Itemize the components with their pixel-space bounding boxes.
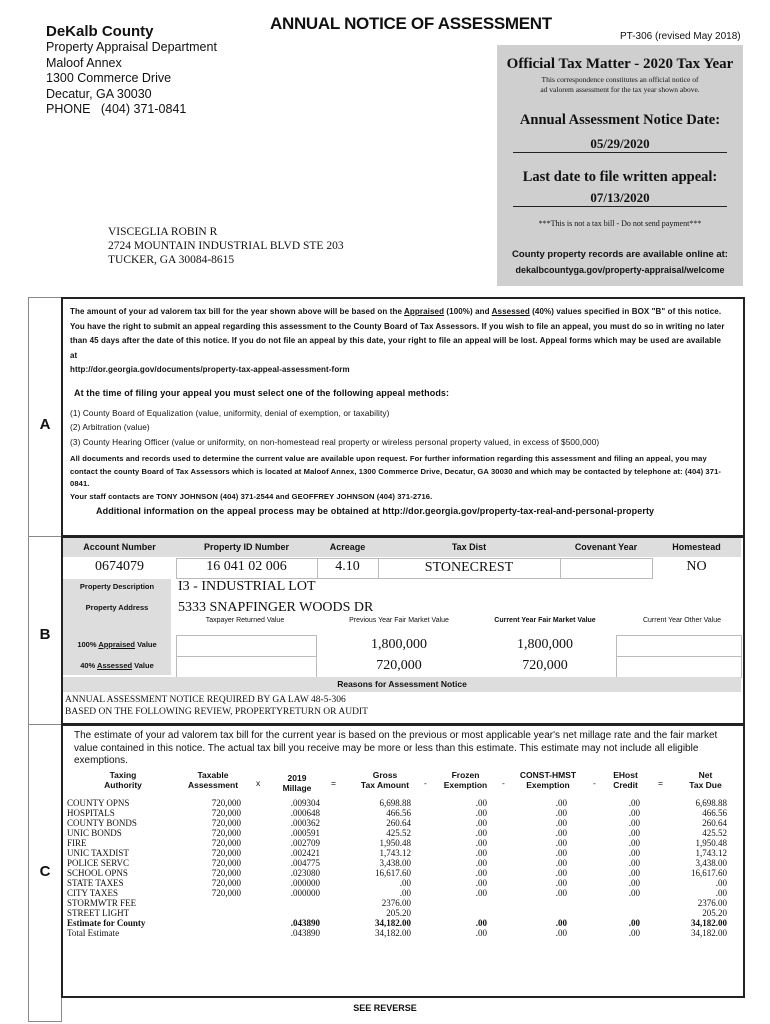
section-c-tax-estimate	[61, 724, 745, 998]
cell-border	[616, 635, 742, 657]
millage: .009304	[290, 798, 320, 808]
equals-operator: =	[331, 778, 336, 788]
const-hmst-exemption: .00	[555, 838, 567, 848]
owner-address-line: 2724 MOUNTAIN INDUSTRIAL BLVD STE 203	[108, 240, 344, 252]
appraised-current-year: 1,800,000	[517, 637, 573, 652]
table-row	[67, 878, 737, 888]
table-row	[67, 808, 737, 818]
taxing-authority: SCHOOL OPNS	[67, 868, 128, 878]
frozen-exemption: .00	[475, 928, 487, 938]
const-hmst-exemption: .00	[555, 818, 567, 828]
cell-border	[176, 635, 317, 657]
header-covenant-year: Covenant Year	[560, 538, 652, 557]
property-id: 16 041 02 006	[206, 559, 287, 574]
ehost-credit: .00	[628, 858, 640, 868]
net-tax-due: 425.52	[702, 828, 727, 838]
ehost-credit: .00	[628, 828, 640, 838]
header-taxpayer-returned: Taxpayer Returned Value	[205, 617, 285, 624]
header-tax-dist: Tax Dist	[378, 538, 560, 557]
header-current-fmv: Current Year Fair Market Value	[494, 617, 596, 624]
net-tax-due: 466.56	[702, 808, 727, 818]
frozen-exemption: .00	[475, 888, 487, 898]
form-number: PT-306 (revised May 2018)	[620, 31, 741, 42]
header-taxing-authority: Taxing Authority	[104, 770, 142, 790]
const-hmst-exemption: .00	[555, 928, 567, 938]
table-row	[67, 848, 737, 858]
taxable-assessment: 720,000	[211, 868, 241, 878]
section-letter: B	[39, 626, 51, 643]
taxable-assessment: 720,000	[211, 818, 241, 828]
frozen-exemption: .00	[475, 828, 487, 838]
taxable-assessment: 720,000	[211, 858, 241, 868]
property-description: I3 - INDUSTRIAL LOT	[178, 579, 316, 594]
const-hmst-exemption: .00	[555, 878, 567, 888]
ehost-credit: .00	[628, 808, 640, 818]
const-hmst-exemption: .00	[555, 828, 567, 838]
staff-contacts: Your staff contacts are TONY JOHNSON (404) 371-2544 and GEOFFREY JOHNSON (404) 371-2716.	[70, 491, 433, 501]
taxing-authority: STATE TAXES	[67, 878, 124, 888]
table-row	[67, 908, 737, 918]
appeal-form-url[interactable]: http://dor.georgia.gov/documents/property-tax-appeal-assessment-form	[70, 365, 350, 375]
ehost-credit: .00	[628, 798, 640, 808]
frozen-exemption: .00	[475, 878, 487, 888]
gross-tax-amount: 260.64	[386, 818, 411, 828]
gross-tax-amount: 3,438.00	[379, 858, 411, 868]
dept-phone: PHONE (404) 371-0841	[46, 102, 187, 116]
millage: .000648	[290, 808, 320, 818]
taxing-authority: COUNTY OPNS	[67, 798, 130, 808]
millage: .000591	[290, 828, 320, 838]
section-b-property-values	[61, 536, 745, 725]
const-hmst-exemption: .00	[555, 798, 567, 808]
millage: .000362	[290, 818, 320, 828]
taxing-authority: Total Estimate	[67, 928, 120, 938]
net-tax-due: 34,182.00	[691, 918, 727, 928]
header-account-number: Account Number	[63, 538, 176, 557]
documents-paragraph: All documents and records used to determine the current value are available upon request. For further information regarding this assessment and filing an appeal, you may contact the county Board of Tax Assessors which is located at Maloof Annex, 1300 Commerce Drive, Decatur, GA 30030 and which may be contacted by telephone at: (404) 371-0841.	[70, 454, 722, 489]
county-name: DeKalb County	[46, 23, 154, 40]
taxing-authority: UNIC TAXDIST	[67, 848, 129, 858]
header-acreage: Acreage	[317, 538, 378, 557]
assessed-previous-year: 720,000	[376, 658, 422, 673]
owner-address-block	[108, 225, 344, 267]
table-row	[67, 838, 737, 848]
frozen-exemption: .00	[475, 858, 487, 868]
gross-tax-amount: 16,617.60	[375, 868, 411, 878]
section-b-marker	[28, 536, 62, 725]
additional-info-url: Additional information on the appeal process may be obtained at http://dor.georgia.gov/property-tax-real-and-personal-property	[96, 506, 655, 517]
gross-tax-amount: 1,743.12	[379, 848, 411, 858]
property-address: 5333 SNAPFINGER WOODS DR	[178, 600, 374, 615]
estimate-intro: The estimate of your ad valorem tax bill for the current year is based on the previous or most applicable year's net millage rate and the fair market value contained in this notice. The actual tax bill you receive may be more or less than this estimate. This estimate may not include all eligible exemptions.	[74, 730, 718, 766]
table-row	[67, 818, 737, 828]
header-frozen-exemption: Frozen Exemption	[443, 770, 488, 790]
not-a-bill-note: ***This is not a tax bill - Do not send payment***	[538, 219, 702, 228]
table-row	[67, 888, 737, 898]
const-hmst-exemption: .00	[555, 858, 567, 868]
acreage: 4.10	[335, 559, 360, 574]
see-reverse-note: SEE REVERSE	[353, 1003, 417, 1013]
header-net-tax-due: Net Tax Due	[689, 770, 722, 790]
equals-operator: =	[658, 778, 663, 788]
online-records-note: County property records are available online at:	[512, 249, 728, 260]
millage: .043890	[290, 928, 320, 938]
dept-line: Maloof Annex	[46, 55, 122, 70]
ehost-credit: .00	[628, 918, 640, 928]
ehost-credit: .00	[628, 868, 640, 878]
const-hmst-exemption: .00	[555, 848, 567, 858]
frozen-exemption: .00	[475, 818, 487, 828]
millage: .000000	[290, 888, 320, 898]
appeal-deadline-label: Last date to file written appeal:	[522, 169, 718, 185]
section-a-appeal-info	[61, 297, 745, 537]
reasons-heading: Reasons for Assessment Notice	[63, 677, 741, 692]
millage: .000000	[290, 878, 320, 888]
header-homestead: Homestead	[652, 538, 741, 557]
net-tax-due: 1,950.48	[695, 838, 727, 848]
frozen-exemption: .00	[475, 848, 487, 858]
ehost-credit: .00	[628, 838, 640, 848]
account-number: 0674079	[95, 559, 144, 574]
taxable-assessment: 720,000	[211, 828, 241, 838]
ehost-credit: .00	[628, 848, 640, 858]
appeal-rights-paragraph: The amount of your ad valorem tax bill for the year shown above will be based on the Appraised (100%) and Assessed (40%) values specified in BOX "B" of this notice. You have the right to submit an appeal regarding this assessment to the County Board of Tax Assessors. If you wish to file an appeal, you must do so in writing no later than 45 days after the date of this notice. If you do not file an appeal by this date, your right to file an appeal will be lost. Appeal forms which may be used are available at	[70, 307, 725, 360]
gross-tax-amount: 466.56	[386, 808, 411, 818]
section-c-marker	[28, 724, 62, 1022]
frozen-exemption: .00	[475, 798, 487, 808]
net-tax-due: 34,182.00	[691, 928, 727, 938]
const-hmst-exemption: .00	[555, 808, 567, 818]
taxable-assessment: 720,000	[211, 878, 241, 888]
ehost-credit: .00	[628, 888, 640, 898]
gross-tax-amount: 6,698.88	[379, 798, 411, 808]
taxing-authority: UNIC BONDS	[67, 828, 122, 838]
header-ehost-credit: EHost Credit	[613, 770, 638, 790]
millage: .002421	[290, 848, 320, 858]
net-tax-due: 3,438.00	[695, 858, 727, 868]
dept-line: Property Appraisal Department	[46, 40, 217, 54]
cell-border	[560, 558, 653, 579]
millage: .023080	[290, 868, 320, 878]
appeal-info-text	[70, 305, 730, 519]
taxable-assessment: 720,000	[211, 838, 241, 848]
millage: .004775	[290, 858, 320, 868]
times-operator: x	[256, 778, 261, 788]
table-row	[67, 898, 737, 908]
taxing-authority: STORMWTR FEE	[67, 898, 137, 908]
owner-name: VISCEGLIA ROBIN R	[108, 226, 218, 238]
const-hmst-exemption: .00	[555, 888, 567, 898]
taxable-assessment: 720,000	[211, 848, 241, 858]
taxing-authority: Estimate for County	[67, 918, 146, 928]
divider	[513, 152, 727, 153]
notice-info-box	[497, 45, 743, 286]
header-taxable-assessment: Taxable Assessment	[187, 770, 239, 790]
frozen-exemption: .00	[475, 868, 487, 878]
department-address	[46, 40, 217, 118]
header-gross-tax: Gross Tax Amount	[360, 770, 410, 790]
reason-line: ANNUAL ASSESSMENT NOTICE REQUIRED BY GA LAW 48-5-306	[65, 695, 346, 705]
const-hmst-exemption: .00	[555, 918, 567, 928]
net-tax-due: 16,617.60	[691, 868, 727, 878]
ehost-credit: .00	[628, 818, 640, 828]
ehost-credit: .00	[628, 928, 640, 938]
notice-date: 05/29/2020	[590, 136, 650, 151]
minus-operator: -	[424, 778, 427, 788]
gross-tax-amount: 34,182.00	[375, 928, 411, 938]
table-row	[67, 918, 737, 928]
millage: .002709	[290, 838, 320, 848]
minus-operator: -	[593, 778, 596, 788]
property-address-label: Property Address	[63, 601, 171, 675]
gross-tax-amount: 1,950.48	[379, 838, 411, 848]
net-tax-due: .00	[715, 888, 727, 898]
notice-date-label: Annual Assessment Notice Date:	[519, 112, 721, 128]
net-tax-due: 2376.00	[697, 898, 727, 908]
cell-border	[616, 656, 742, 678]
table-row	[67, 828, 737, 838]
section-letter: C	[39, 863, 51, 880]
gross-tax-amount: 425.52	[386, 828, 411, 838]
gross-tax-amount: 34,182.00	[375, 918, 411, 928]
net-tax-due: .00	[715, 878, 727, 888]
official-tax-matter: Official Tax Matter - 2020 Tax Year	[506, 56, 734, 72]
taxable-assessment: 720,000	[211, 808, 241, 818]
gross-tax-amount: .00	[399, 878, 411, 888]
millage: .043890	[290, 918, 320, 928]
header-current-other: Current Year Other Value	[642, 617, 722, 624]
property-description-label: Property Description	[63, 579, 171, 601]
tax-dist: STONECREST	[424, 560, 514, 575]
records-url[interactable]: dekalbcountyga.gov/property-appraisal/welcome	[515, 265, 725, 275]
correspondence-note	[497, 75, 743, 95]
net-tax-due: 6,698.88	[695, 798, 727, 808]
cell-border	[176, 656, 317, 678]
taxable-assessment: 720,000	[211, 888, 241, 898]
appeal-methods-heading: At the time of filing your appeal you must select one of the following appeal methods:	[74, 387, 450, 398]
reasons-text	[65, 694, 368, 718]
appraised-previous-year: 1,800,000	[371, 637, 427, 652]
taxing-authority: FIRE	[67, 838, 87, 848]
header-millage: 2019 Millage	[282, 773, 312, 793]
assessed-current-year: 720,000	[522, 658, 568, 673]
appeal-method: (2) Arbitration (value)	[70, 422, 150, 433]
header-previous-fmv: Previous Year Fair Market Value	[349, 617, 449, 624]
correspondence-line: This correspondence constitutes an official notice of	[541, 75, 699, 84]
appeal-method: (1) County Board of Equalization (value, uniformity, denial of exemption, or taxability)	[70, 407, 390, 418]
gross-tax-amount: 2376.00	[381, 898, 411, 908]
homestead: NO	[686, 559, 707, 574]
net-tax-due: 260.64	[702, 818, 727, 828]
section-a-marker	[28, 297, 62, 537]
dept-line: 1300 Commerce Drive	[46, 71, 172, 85]
correspondence-line: ad valorem assessment for the tax year shown above.	[540, 85, 700, 94]
taxing-authority: COUNTY BONDS	[67, 818, 137, 828]
frozen-exemption: .00	[475, 808, 487, 818]
table-row	[67, 858, 737, 868]
minus-operator: -	[502, 778, 505, 788]
taxing-authority: HOSPITALS	[67, 808, 115, 818]
frozen-exemption: .00	[475, 838, 487, 848]
table-row	[67, 868, 737, 878]
gross-tax-amount: 205.20	[386, 908, 411, 918]
taxable-assessment: 720,000	[211, 798, 241, 808]
gross-tax-amount: .00	[399, 888, 411, 898]
table-row	[67, 928, 737, 938]
taxing-authority: POLICE SERVC	[67, 858, 130, 868]
frozen-exemption: .00	[475, 918, 487, 928]
net-tax-due: 1,743.12	[695, 848, 727, 858]
section-letter: A	[39, 416, 51, 433]
table-row	[67, 798, 737, 808]
appraised-value-label: 100% Appraised Value	[63, 636, 171, 653]
assessed-value-label: 40% Assessed Value	[80, 661, 154, 670]
taxing-authority: STREET LIGHT	[67, 908, 130, 918]
taxing-authority: CITY TAXES	[67, 888, 119, 898]
appeal-method: (3) County Hearing Officer (value or uniformity, on non-homestead real property or wireless personal property valued, in excess of $500,000)	[70, 436, 600, 447]
reason-line: BASED ON THE FOLLOWING REVIEW, PROPERTYRETURN OR AUDIT	[65, 707, 368, 717]
owner-address-line: TUCKER, GA 30084-8615	[108, 254, 235, 266]
header-property-id: Property ID Number	[176, 538, 317, 557]
divider	[513, 206, 727, 207]
appeal-deadline-date: 07/13/2020	[590, 190, 650, 205]
dept-line: Decatur, GA 30030	[46, 86, 152, 101]
ehost-credit: .00	[628, 878, 640, 888]
net-tax-due: 205.20	[702, 908, 727, 918]
header-const-hmst-exemption: CONST-HMST Exemption	[519, 770, 577, 790]
document-title: ANNUAL NOTICE OF ASSESSMENT	[270, 14, 552, 33]
const-hmst-exemption: .00	[555, 868, 567, 878]
